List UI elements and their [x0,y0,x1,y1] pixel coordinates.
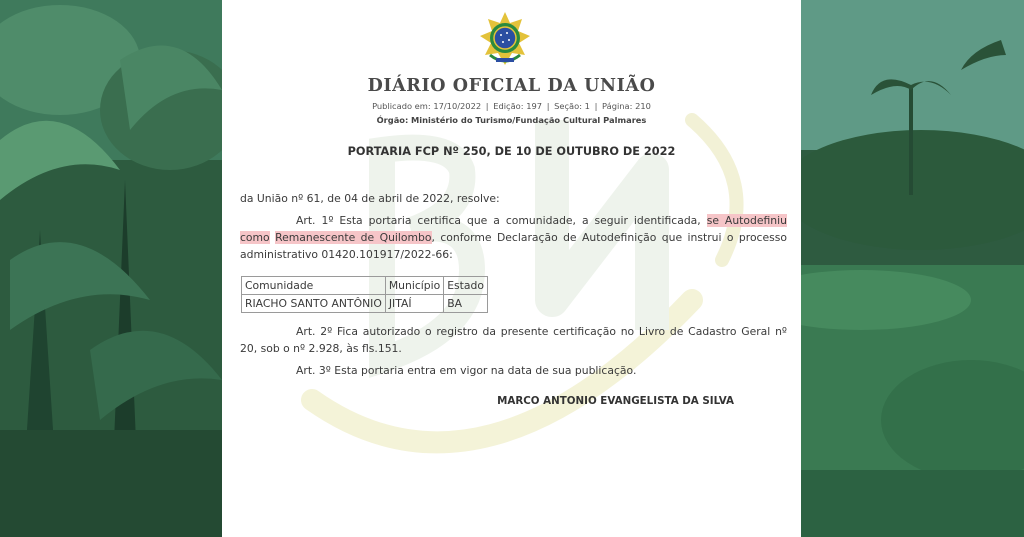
article-1-paragraph [240,212,787,263]
organ-label: Órgão: [376,115,409,125]
ordinance-title: PORTARIA FCP Nº 250, DE 10 DE OUTUBRO DE 2022 [347,145,676,158]
article-2-paragraph: Art. 2º Fica autorizado o registro da presente certificação no Livro de Cadastro Geral nº 20, sob o nº 2.928, às fls.151. [240,325,787,355]
edition-label: Edição: [493,101,524,111]
signature-name: MARCO ANTONIO EVANGELISTA DA SILVA [497,395,734,407]
section-number: 1 [584,101,590,111]
section-label: Seção: [554,101,583,111]
organ-info [222,115,801,125]
cell-municipality: JITAÍ [385,295,443,313]
header-community: Comunidade [242,277,386,295]
background-photo-left [0,0,222,537]
cell-state: BA [444,295,488,313]
organ-name: Ministério do Turismo/Fundação Cultural Palmares [410,115,647,125]
published-label: Publicado em: [372,101,431,111]
edition-number: 197 [526,101,543,111]
page-number: 210 [635,101,651,111]
publication-info: Publicado em: 17/10/2022 | Edição: 197 | Seção: 1 | Página: 210 [372,101,651,111]
gazette-title: DIÁRIO OFICIAL DA UNIÃO [367,76,656,96]
article-3-paragraph: Art. 3º Esta portaria entra em vigor na data de sua publicação. [296,364,637,377]
intro-paragraph: da União nº 61, de 04 de abril de 2022, resolve: [240,192,500,205]
header-municipality: Município [385,277,443,295]
gazette-page [222,0,801,537]
brazil-coat-of-arms-emblem [476,11,534,69]
article-1-text-start: Art. 1º Esta portaria certifica que a comunidade, a seguir identificada, [296,214,701,227]
page-label: Página: [602,101,633,111]
highlight-quilombo-remnant: Remanescente de Quilombo [275,231,432,244]
header-state: Estado [444,277,488,295]
cell-community: RIACHO SANTO ANTÔNIO [242,295,386,313]
highlight-self-defined: se Autodefiniu como [240,214,787,244]
community-table [241,276,488,313]
background-photo-right [801,0,1024,537]
table-row [242,295,488,313]
published-date: 17/10/2022 [433,101,482,111]
table-header-row [242,277,488,295]
article-1-text-end: , conforme Declaração de Autodefinição que instrui o processo administrativo 01420.101917/2022-66: [240,231,787,261]
